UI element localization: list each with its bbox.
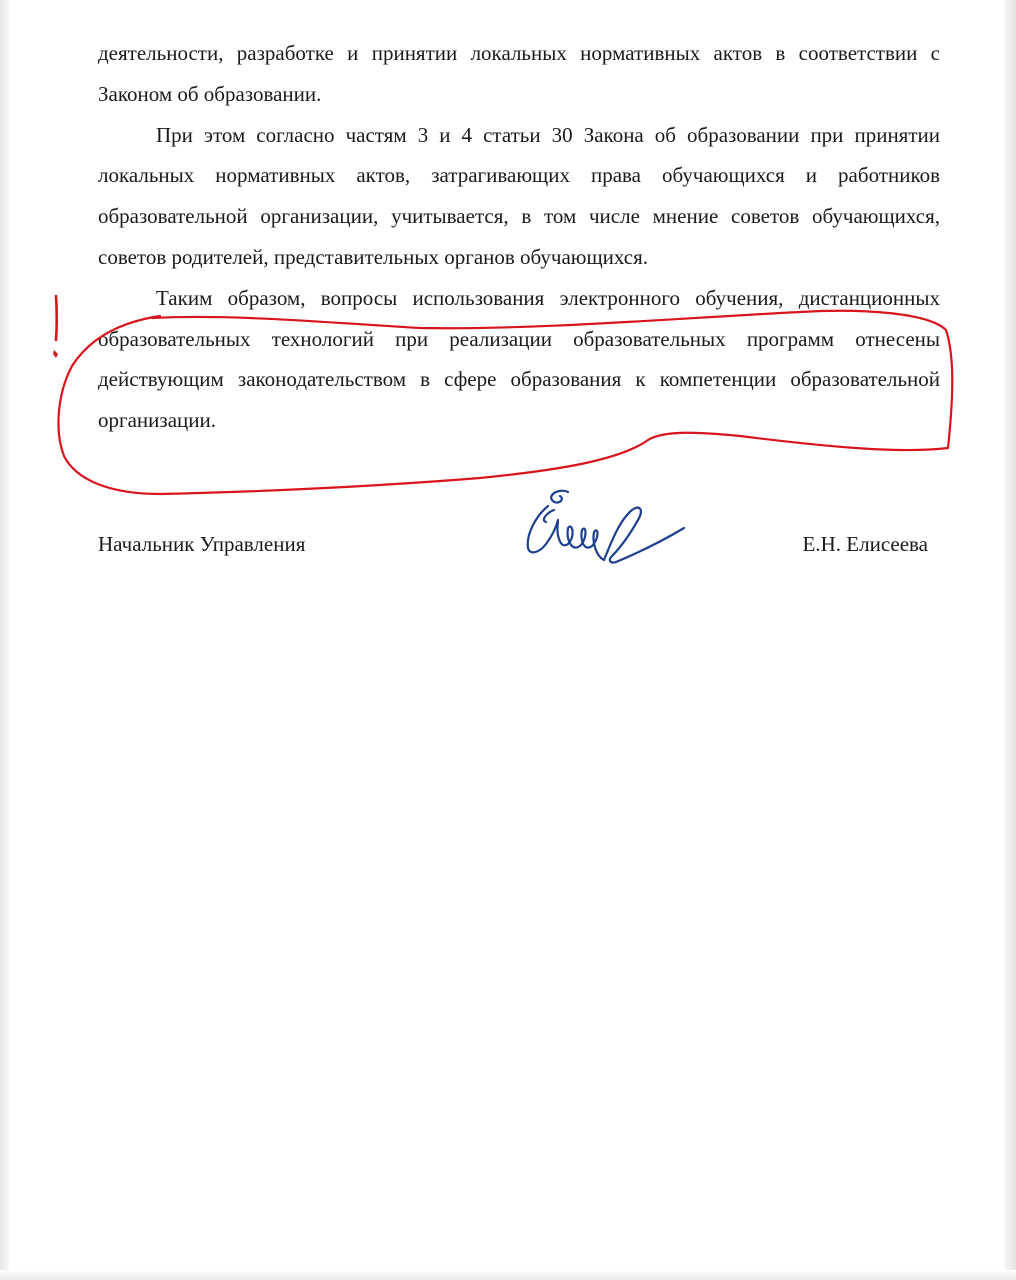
paragraph-2: При этом согласно частям 3 и 4 статьи 30 Закона об образовании при принятии локальных нормативных актов, затрагивающих права обучающихся и работников образовательной организации, учитывается, в том числе мнение советов обучающихся, советов родителей, представительных органов обучающихся. bbox=[98, 122, 940, 269]
exclamation-mark-annotation bbox=[53, 296, 58, 358]
signatory-name: Е.Н. Елисеева bbox=[802, 532, 928, 556]
signatory-position: Начальник Управления bbox=[98, 532, 306, 556]
page-edge-left bbox=[0, 0, 9, 1280]
paragraph-1: деятельности, разработке и принятии локальных нормативных актов в соответствии с Законом об образовании. bbox=[98, 41, 940, 106]
page-edge-bottom bbox=[0, 1270, 1016, 1280]
page-edge-right bbox=[1004, 0, 1016, 1280]
body-text bbox=[98, 33, 940, 441]
paragraph-3-highlighted: Таким образом, вопросы использования электронного обучения, дистанционных образовательных технологий при реализации образовательных программ отнесены действующим законодательством в сфере образования к компетенции образовательной организации. bbox=[98, 285, 940, 433]
signature-block bbox=[98, 524, 928, 564]
